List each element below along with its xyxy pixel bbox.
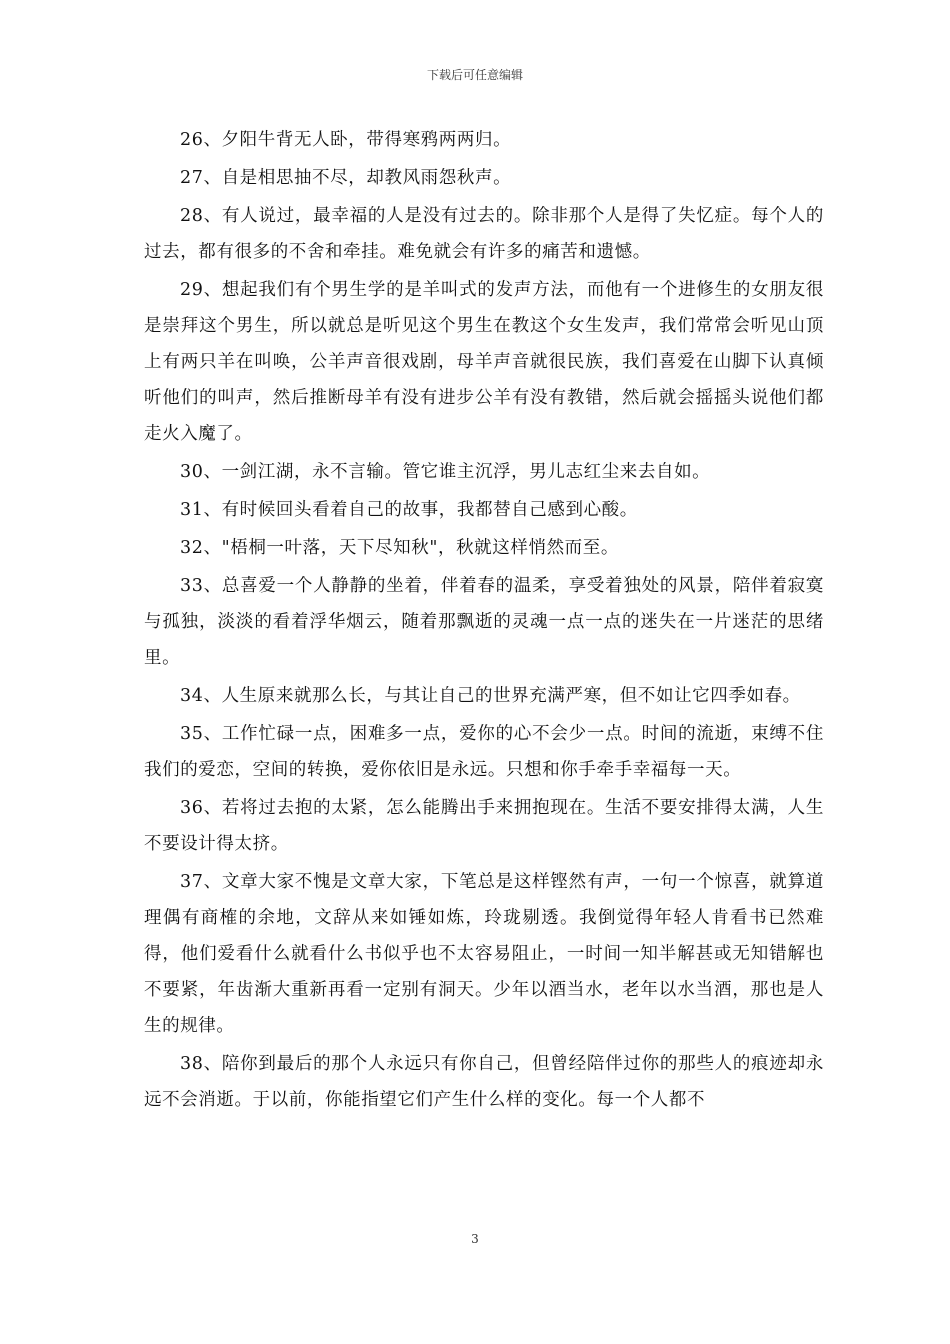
paragraph-31: 31、有时候回头看着自己的故事，我都替自己感到心酸。 bbox=[180, 500, 638, 520]
paragraph-33: 33、总喜爱一个人静静的坐着，伴着春的温柔，享受着独处的风景，陪伴着寂寞与孤独，淡淡的看着浮华烟云，随着那飘逝的灵魂一点一点的迷失在一片迷茫的思绪里。 bbox=[144, 576, 824, 668]
paragraph-36: 36、若将过去抱的太紧，怎么能腾出手来拥抱现在。生活不要安排得太满，人生不要设计得太挤。 bbox=[144, 798, 824, 854]
paragraph-38: 38、陪你到最后的那个人永远只有你自己，但曾经陪伴过你的那些人的痕迹却永远不会消逝。于以前，你能指望它们产生什么样的变化。每一个人都不 bbox=[144, 1054, 824, 1110]
paragraph-29: 29、想起我们有个男生学的是羊叫式的发声方法，而他有一个进修生的女朋友很是崇拜这个男生，所以就总是听见这个男生在教这个女生发声，我们常常会听见山顶上有两只羊在叫唤，公羊声音很戏剧，母羊声音就很民族，我们喜爱在山脚下认真倾听他们的叫声，然后推断母羊有没有进步公羊有没有教错，然后就会摇摇头说他们都走火入魔了。 bbox=[144, 280, 824, 444]
paragraph-35: 35、工作忙碌一点，困难多一点，爱你的心不会少一点。时间的流逝，束缚不住我们的爱恋，空间的转换，爱你依旧是永远。只想和你手牵手幸福每一天。 bbox=[144, 724, 824, 780]
paragraph-34: 34、人生原来就那么长，与其让自己的世界充满严寒，但不如让它四季如春。 bbox=[180, 686, 801, 706]
paragraph-26: 26、夕阳牛背无人卧，带得寒鸦两两归。 bbox=[180, 130, 512, 150]
paragraph-27: 27、自是相思抽不尽，却教风雨怨秋声。 bbox=[180, 168, 512, 188]
page-number: 3 bbox=[471, 1232, 479, 1246]
page-header: 下载后可任意编辑 bbox=[426, 68, 523, 82]
body-text bbox=[144, 122, 824, 1120]
paragraph-28: 28、有人说过，最幸福的人是没有过去的。除非那个人是得了失忆症。每个人的过去，都有很多的不舍和牵挂。难免就会有许多的痛苦和遗憾。 bbox=[144, 206, 824, 262]
paragraph-32: 32、"梧桐一叶落，天下尽知秋"，秋就这样悄然而至。 bbox=[180, 538, 619, 558]
paragraph-37: 37、文章大家不愧是文章大家，下笔总是这样铿然有声，一句一个惊喜，就算道理偶有商榷的余地，文辞从来如锤如炼，玲珑剔透。我倒觉得年轻人肯看书已然难得，他们爱看什么就看什么书似乎也不太容易阻止，一时间一知半解甚或无知错解也不要紧，年齿渐大重新再看一定别有洞天。少年以酒当水，老年以水当酒，那也是人生的规律。 bbox=[144, 872, 824, 1036]
paragraph-30: 30、一剑江湖，永不言输。管它谁主沉浮，男儿志红尘来去自如。 bbox=[180, 462, 711, 482]
